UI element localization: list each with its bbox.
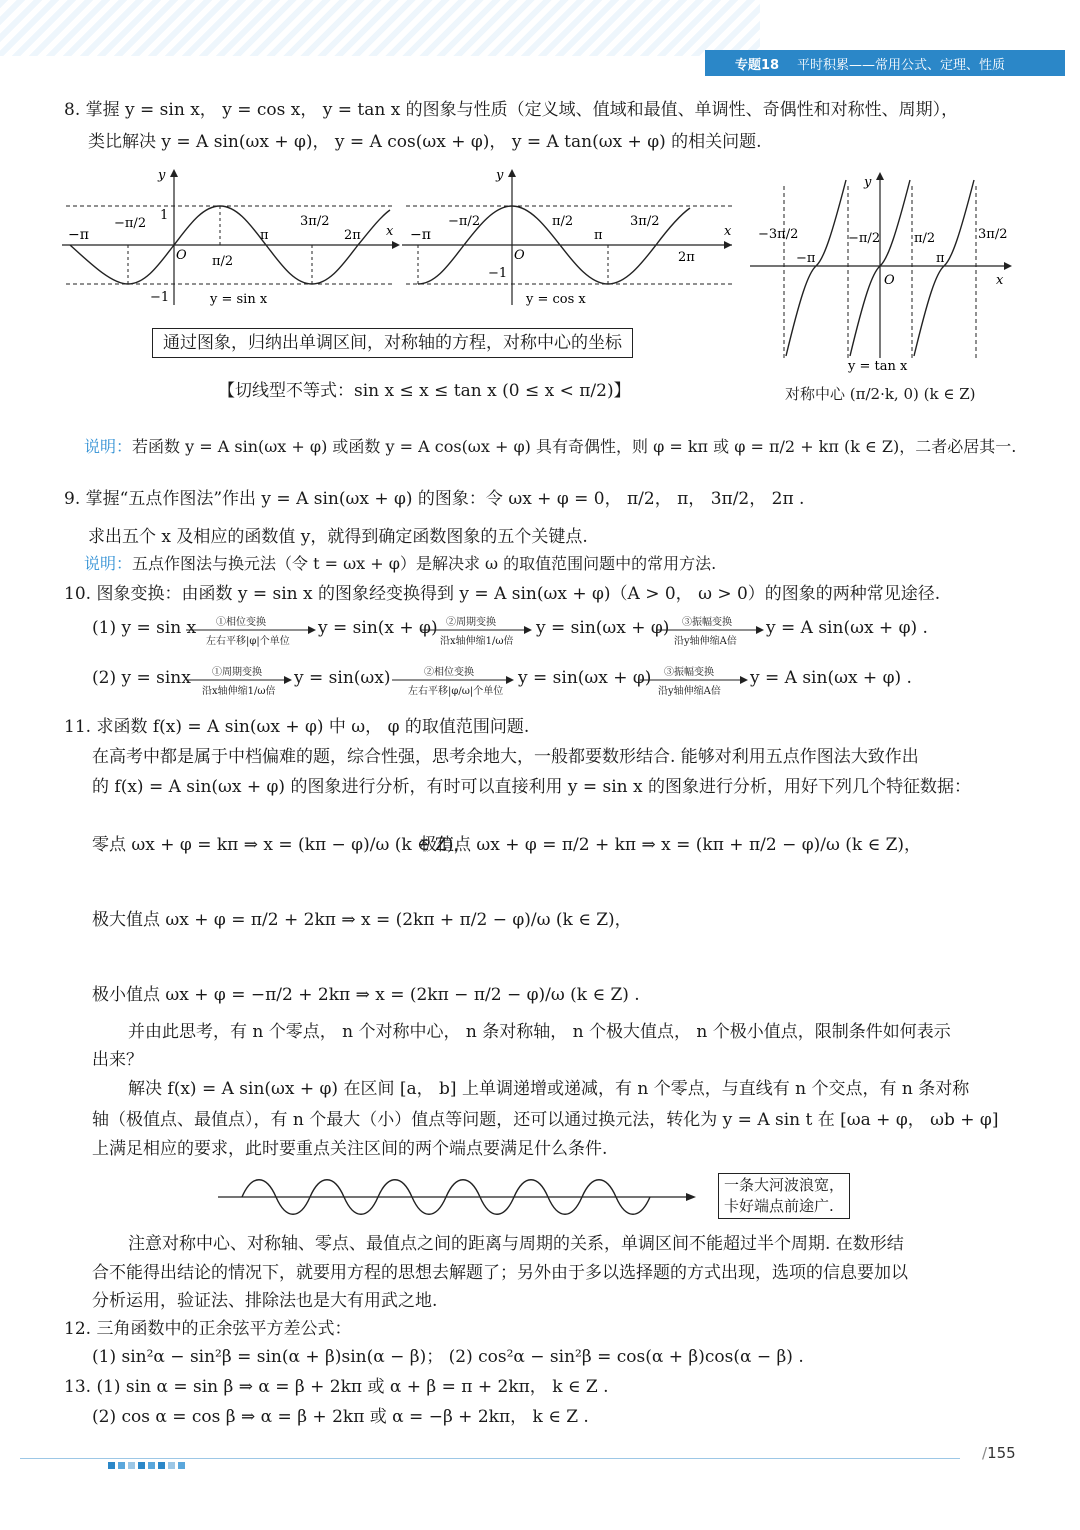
- tick-label: −1: [488, 266, 508, 281]
- path2-arrow-2-bottom: 左右平移|φ/ω|个单位: [408, 686, 504, 697]
- page-number: /155: [982, 1444, 1016, 1462]
- note-five-point: [84, 553, 716, 575]
- path2-start: (2) y = sinx: [92, 668, 191, 688]
- mnemonic-line2: 卡好端点前途广.: [724, 1197, 834, 1215]
- path2-arrow-1-bottom: 沿x轴伸缩1/ω倍: [202, 686, 276, 697]
- zero-point-formula: 零点 ωx + φ = kπ ⇒ x = (kπ − φ)/ω (k ∈ Z)，: [92, 835, 471, 855]
- path2-end: y = A sin(ωx + φ) .: [750, 668, 912, 688]
- tick-label: 3π/2: [630, 214, 660, 229]
- item12-formula: (1) sin²α − sin²β = sin(α + β)sin(α − β)； (2) cos²α − sin²β = cos(α + β)cos(α − β) .: [92, 1347, 804, 1367]
- item11-p2a: 并由此思考，有 n 个零点， n 个对称中心， n 条对称轴， n 个极大值点， n 个极小值点，限制条件如何表示: [128, 1022, 951, 1042]
- origin-label: O: [884, 273, 895, 288]
- item11-p2b: 出来？: [92, 1050, 143, 1070]
- note-text: 五点作图法与换元法（令 t = ωx + φ）是解决求 ω 的取值范围问题中的常用方法.: [132, 554, 717, 573]
- chapter-subtitle: 平时积累——常用公式、定理、性质: [797, 58, 1006, 73]
- tick-label: 1: [160, 208, 169, 223]
- path1-end: y = A sin(ωx + φ) .: [766, 618, 928, 638]
- item11-p4b: 合不能得出结论的情况下，就要用方程的思想去解题了；另外由于多以选择题的方式出现，选项的信息要加以: [92, 1263, 908, 1283]
- path1-arrow-1-bottom: 左右平移|φ|个单位: [206, 636, 290, 647]
- item13-line2: (2) cos α = cos β ⇒ α = β + 2kπ 或 α = −β + 2kπ， k ∈ Z .: [92, 1407, 589, 1427]
- footer-dots: [108, 1454, 188, 1473]
- axis-label: x: [386, 224, 394, 239]
- tick-label: −1: [150, 290, 170, 305]
- item11-p4c: 分析运用，验证法、排除法也是大有用武之地.: [92, 1291, 438, 1311]
- axis-label: y: [864, 175, 872, 190]
- tick-label: π/2: [212, 254, 234, 269]
- tick-label: −π/2: [448, 214, 481, 229]
- path1-arrow-1-top: ①相位变换: [216, 617, 266, 628]
- item10-line1: 10. 图象变换：由函数 y = sin x 的图象经变换得到 y = A sin(ωx + φ)（A > 0， ω > 0）的图象的两种常见途径.: [64, 584, 941, 604]
- tick-label: π: [936, 251, 945, 266]
- path2-arrow-3-top: ③振幅变换: [664, 667, 714, 678]
- wave-mnemonic-box: [718, 1173, 850, 1219]
- tick-label: 3π/2: [300, 214, 330, 229]
- item9-line2: 求出五个 x 及相应的函数值 y，就得到确定函数图象的五个关键点.: [88, 527, 588, 547]
- path1-start: (1) y = sin x: [92, 618, 197, 638]
- path1-step2: y = sin(x + φ): [318, 618, 438, 638]
- item12-title: 12. 三角函数中的正余弦平方差公式：: [64, 1319, 352, 1339]
- tick-label: π/2: [914, 231, 936, 246]
- path2-arrow-2-top: ②相位变换: [424, 667, 474, 678]
- cos-graph: [402, 165, 742, 310]
- wave-figure: [218, 1168, 698, 1230]
- note-tag: 说明：: [84, 554, 133, 573]
- item13-line1: 13. (1) sin α = sin β ⇒ α = β + 2kπ 或 α + β = π + 2kπ， k ∈ Z .: [64, 1377, 609, 1397]
- note-tag: 说明：: [84, 437, 133, 456]
- extreme-point-formula: 极值点 ωx + φ = π/2 + kπ ⇒ x = (kπ + π/2 − φ)/ω (k ∈ Z)，: [420, 835, 922, 855]
- min-point-formula: 极小值点 ωx + φ = −π/2 + 2kπ ⇒ x = (2kπ − π/2 − φ)/ω (k ∈ Z) .: [92, 985, 640, 1005]
- path1-arrow-3-top: ③振幅变换: [682, 617, 732, 628]
- tick-label: π: [260, 228, 269, 243]
- graph-caption: y = tan x: [848, 359, 908, 374]
- tick-label: −3π/2: [758, 227, 799, 242]
- tan-graph: [750, 168, 1020, 378]
- axis-label: y: [496, 168, 504, 183]
- path2-step3: y = sin(ωx + φ): [518, 668, 652, 688]
- tangent-inequality: 【切线型不等式：sin x ≤ x ≤ tan x (0 ≤ x < π/2)】: [218, 381, 631, 401]
- graph-caption: y = cos x: [526, 292, 586, 307]
- item11-title: 11. 求函数 f(x) = A sin(ωx + φ) 中 ω， φ 的取值范围问题.: [64, 717, 530, 737]
- tick-label: π/2: [552, 214, 574, 229]
- note-odd-even: [84, 436, 1016, 458]
- path1-step3: y = sin(ωx + φ): [536, 618, 670, 638]
- item8-line2: 类比解决 y = A sin(ωx + φ)， y = A cos(ωx + φ)， y = A tan(ωx + φ) 的相关问题.: [88, 132, 762, 152]
- item11-p3c: 上满足相应的要求，此时要重点关注区间的两个端点要满足什么条件.: [92, 1139, 608, 1159]
- path2-arrow-1-top: ①周期变换: [212, 667, 262, 678]
- path1-arrow-3-bottom: 沿y轴伸缩A倍: [674, 636, 737, 647]
- header-band: [705, 50, 1065, 76]
- tick-label: −π: [410, 227, 431, 243]
- tick-label: −π: [68, 227, 89, 243]
- axis-label: x: [996, 273, 1004, 288]
- mnemonic-line1: 一条大河波浪宽，: [724, 1176, 845, 1194]
- item8-line1: 8. 掌握 y = sin x， y = cos x， y = tan x 的图象与性质（定义域、值域和最值、单调性、奇偶性和对称性、周期），: [64, 100, 959, 120]
- graph-summary-box: 通过图象，归纳出单调区间，对称轴的方程，对称中心的坐标: [152, 328, 633, 358]
- header-decoration: [0, 0, 760, 56]
- graph-caption: y = sin x: [210, 292, 268, 307]
- sin-graph: [62, 165, 402, 310]
- chapter-label: 专题18: [735, 58, 780, 73]
- item11-p1a: 在高考中都是属于中档偏难的题，综合性强，思考余地大，一般都要数形结合. 能够对利用五点作图法大致作出: [92, 747, 919, 767]
- path1-arrow-2-bottom: 沿x轴伸缩1/ω倍: [440, 636, 514, 647]
- tan-symmetry-center: 对称中心 (π/2·k, 0) (k ∈ Z): [785, 385, 976, 403]
- tick-label: −π: [796, 251, 816, 266]
- tick-label: 3π/2: [978, 227, 1008, 242]
- origin-label: O: [176, 248, 187, 263]
- tick-label: 2π: [678, 250, 695, 265]
- item11-p3b: 轴（极值点、最值点），有 n 个最大（小）值点等问题，还可以通过换元法，转化为 y = A sin t 在 [ωa + φ， ωb + φ]: [92, 1110, 999, 1130]
- tick-label: −π/2: [848, 231, 881, 246]
- tick-label: 2π: [344, 228, 361, 243]
- item9-line1: 9. 掌握“五点作图法”作出 y = A sin(ωx + φ) 的图象：令 ωx + φ = 0， π/2， π， 3π/2， 2π .: [64, 489, 805, 509]
- axis-label: y: [158, 168, 166, 183]
- tick-label: π: [594, 228, 603, 243]
- max-point-formula: 极大值点 ωx + φ = π/2 + 2kπ ⇒ x = (2kπ + π/2 − φ)/ω (k ∈ Z)，: [92, 910, 632, 930]
- item11-p1b: 的 f(x) = A sin(ωx + φ) 的图象进行分析，有时可以直接利用 y = sin x 的图象进行分析，用好下列几个特征数据：: [92, 777, 972, 797]
- origin-label: O: [514, 248, 525, 263]
- path1-arrow-2-top: ②周期变换: [446, 617, 496, 628]
- item11-p3a: 解决 f(x) = A sin(ωx + φ) 在区间 [a， b] 上单调递增或递减，有 n 个零点，与直线有 n 个交点，有 n 条对称: [128, 1079, 970, 1099]
- note-text: 若函数 y = A sin(ωx + φ) 或函数 y = A cos(ωx + φ) 具有奇偶性，则 φ = kπ 或 φ = π/2 + kπ (k ∈ Z)，二者必居其一.: [132, 437, 1017, 456]
- path2-arrow-3-bottom: 沿y轴伸缩A倍: [658, 686, 721, 697]
- path2-step2: y = sin(ωx): [294, 668, 391, 688]
- tick-label: −π/2: [114, 216, 147, 231]
- axis-label: x: [724, 224, 732, 239]
- item11-p4a: 注意对称中心、对称轴、零点、最值点之间的距离与周期的关系，单调区间不能超过半个周期. 在数形结: [128, 1234, 904, 1254]
